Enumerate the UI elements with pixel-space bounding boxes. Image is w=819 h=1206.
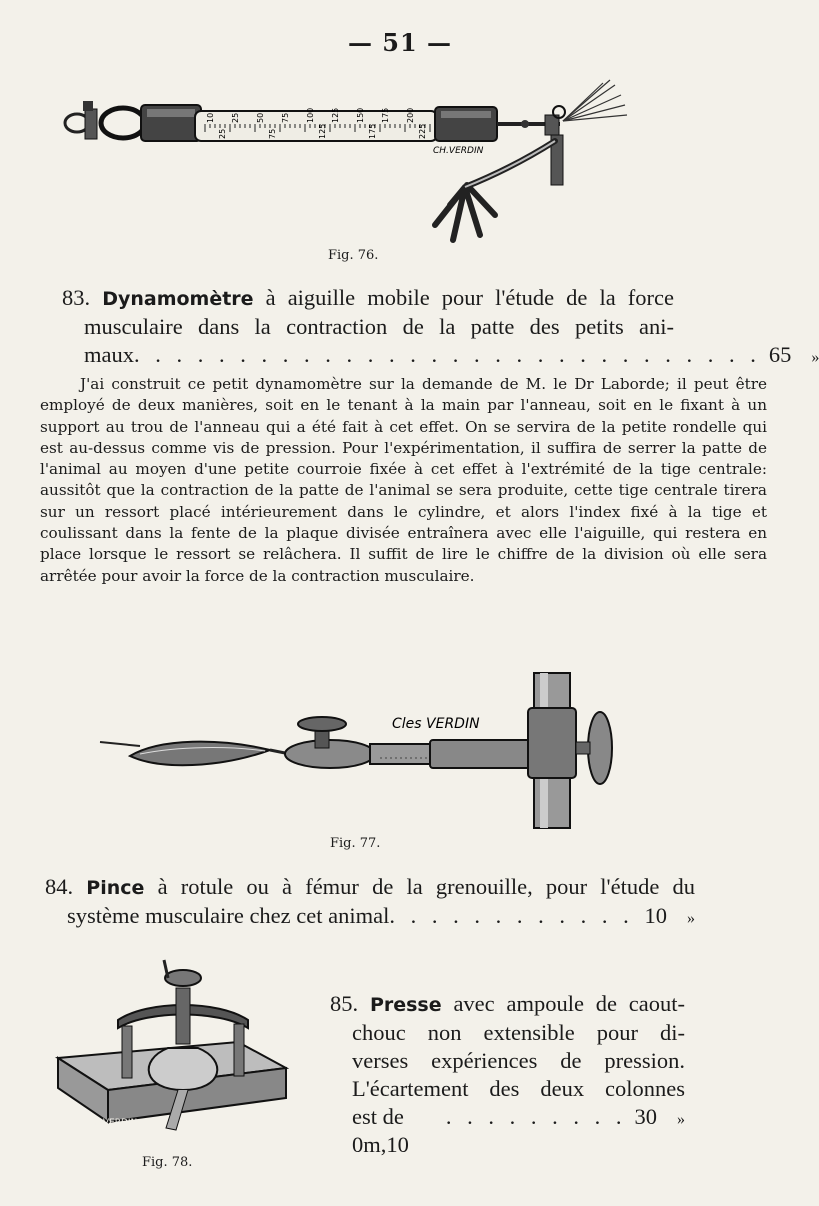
entry-83: [62, 284, 819, 372]
entry-85-line-1: [330, 990, 685, 1019]
entry-83-price-line: [62, 341, 819, 372]
entry-83-title: Dynamomètre: [102, 288, 254, 310]
entry-84-heading-rest: à rotule ou à fémur de la grenouille, pour l'étude du: [157, 874, 696, 899]
scale-label: 225: [418, 123, 427, 139]
entry-84-title: Pince: [86, 877, 145, 899]
entry-84-dot-leader: . . . . . . . . . . . .: [389, 903, 634, 928]
entry-85: [330, 990, 685, 1159]
entry-85-dot-leader: . . . . . . . . .: [445, 1104, 627, 1129]
entry-84-line-1: [45, 873, 695, 902]
entry-83-line-2: musculaire dans la contraction de la patte des petits ani-: [84, 314, 674, 339]
scale-label: 175: [368, 123, 377, 139]
entry-85-price-line: [330, 1103, 685, 1159]
entry-83-line-1: [62, 284, 674, 313]
fig-78-caption: Fig. 78.: [142, 1155, 193, 1170]
scale-label: 75: [281, 112, 290, 123]
fig-78-maker-mark: Ch VERDIN: [88, 1118, 138, 1128]
entry-83-heading-rest: à aiguille mobile pour l'étude de la force: [265, 285, 674, 310]
scale-label: 125: [331, 107, 340, 123]
scale-label: 50: [256, 112, 265, 123]
fig-78-press-illustration: [48, 950, 293, 1150]
entry-85-price-unit: »: [677, 1111, 685, 1128]
scale-label: 150: [356, 107, 365, 123]
entry-85-line-4: L'écartement des deux colonnes: [352, 1076, 685, 1101]
scale-label: 75: [268, 128, 277, 139]
fig-77-clamp-illustration: [100, 668, 620, 833]
fig-76-maker-mark: CH.VERDIN: [433, 146, 484, 156]
entry-85-line-5: est de 0m,10: [352, 1104, 409, 1157]
entry-83-line-3: maux: [84, 342, 134, 367]
fig-76-dynamometer-illustration: [55, 75, 635, 245]
entry-85-line-3: verses expériences de pression.: [352, 1048, 685, 1073]
fig-77-caption: Fig. 77.: [330, 836, 381, 851]
page-number: — 51 —: [347, 28, 453, 57]
scale-label: 125: [318, 123, 327, 139]
entry-84-price-unit: »: [687, 910, 695, 927]
entry-84: [45, 873, 695, 933]
scale-label: 175: [381, 107, 390, 123]
entry-85-heading-rest: avec ampoule de caout-: [453, 991, 686, 1016]
scale-label: 25: [218, 128, 227, 139]
fig-77-maker-mark: Cles VERDIN: [392, 716, 480, 732]
entry-85-line-2: chouc non extensible pour di-: [352, 1020, 685, 1045]
entry-84-line-2: système musculaire chez cet animal: [67, 903, 390, 928]
entry-83-price: 65: [768, 342, 792, 367]
entry-83-price-unit: »: [811, 349, 819, 366]
scale-label: 10: [206, 112, 215, 123]
entry-83-description: J'ai construit ce petit dynamomètre sur la demande de M. le Dr Laborde; il peut être employé de deux manières, soit en le tenant à la main par l'anneau, soit en le fixant à un support au trou de l'anneau qui a été fait à cet effet. On se servira de la petite rondelle qui est au-dessus comme vis de pression. Pour l'expérimentation, il suffira de serrer la patte de l'animal au moyen d'une petite courroie fixée à cet effet à l'extrémité de la tige centrale: aussitôt que la contraction de la patte de l'animal se sera produite, cette tige centrale tirera sur un ressort placé intérieurement dans le cylindre, et alors l'index fixé à la tige et coulissant dans la fente de la plaque divisée entraînera avec elle l'aiguille, qui restera en place lorsque le ressort se relâchera. Il suffit de lire le chiffre de la division où elle sera arrêtée pour avoir la force de la contraction musculaire.: [40, 375, 767, 585]
entry-83-number: 83.: [62, 285, 91, 310]
fig-76-caption: Fig. 76.: [328, 248, 379, 263]
scale-label: 25: [231, 112, 240, 123]
scale-label: 100: [306, 107, 315, 123]
entry-85-number: 85.: [330, 991, 359, 1016]
entry-85-price: 30: [634, 1104, 657, 1129]
entry-83-dot-leader: . . . . . . . . . . . . . . . . . . . . . . . . . . . . . .: [134, 342, 761, 367]
entry-84-price: 10: [644, 903, 667, 928]
scale-label: 200: [406, 107, 415, 123]
entry-84-number: 84.: [45, 874, 74, 899]
entry-85-title: Presse: [369, 994, 442, 1016]
entry-84-price-line: [45, 902, 695, 933]
